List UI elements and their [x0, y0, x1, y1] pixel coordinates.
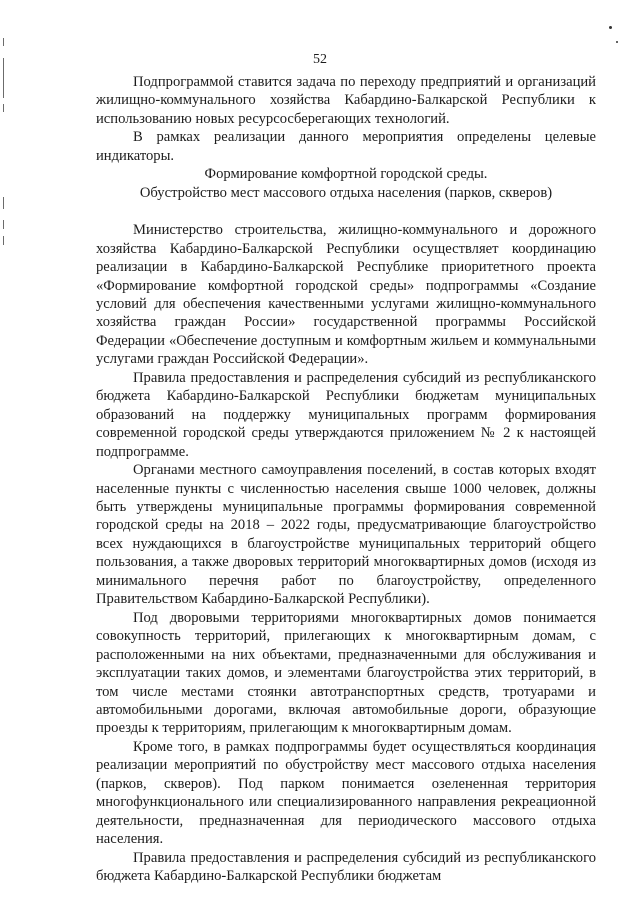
paragraph: Органами местного самоуправления поселений, в состав которых входят населенные пункты с численностью населения свыше 1000 человек, должны быть утверждены муниципальные программы формирования современной городской среды на 2018 – 2022 годы, предусматривающие благоустройство всех нуждающихся в благоустройстве муниципальных территорий общего пользования, а также дворовых территорий многоквартирных домов (исходя из минимального перечня работ по благоустройству, определенного Правительством Кабардино-Балкарской Республики).: [96, 462, 596, 608]
margin-binding-mark: [3, 236, 4, 245]
paragraph: Правила предоставления и распределения субсидий из республиканского бюджета Кабардино-Балкарской Республики бюджетам муниципальных образований на поддержку муниципальных программ формирования современной городской среды утверждаются приложением № 2 к настоящей подпрограмме.: [96, 369, 596, 460]
margin-binding-mark: [3, 197, 4, 209]
paragraph: Кроме того, в рамках подпрограммы будет осуществляться координация реализации мероприятий по обустройству мест массового отдыха населения (парков, скверов). Под парком понимается озелененная территория многофункционального или специализированного направления рекреационной деятельности, предназначенная для периодического массового отдыха населения.: [96, 738, 596, 848]
scan-speck: [609, 26, 612, 29]
document-body: [96, 73, 596, 885]
margin-binding-mark: [3, 104, 4, 112]
blank-line: [96, 202, 596, 221]
paragraph: В рамках реализации данного мероприятия определены целевые индикаторы.: [96, 129, 596, 164]
paragraph: Подпрограммой ставится задача по переходу предприятий и организаций жилищно-коммунального хозяйства Кабардино-Балкарской Республики к использованию новых ресурсосберегающих технологий.: [96, 74, 596, 127]
paragraph: Правила предоставления и распределения субсидий из республиканского бюджета Кабардино-Балкарской Республики бюджетам: [96, 849, 596, 885]
section-heading: Формирование комфортной городской среды.: [204, 166, 488, 183]
paragraph: Под дворовыми территориями многоквартирных домов понимается совокупность территорий, прилегающих к многоквартирным домам, с расположенными на них объектами, предназначенными для обслуживания и эксплуатации таких домов, и элементами благоустройства этих территорий, в том числе местами стоянки автотранспортных средств, тротуарами и автомобильными дорогами, включая автомобильные дороги, образующие проезды к территориям, прилегающим к многоквартирным домам.: [96, 609, 596, 737]
section-subheading: Обустройство мест массового отдыха населения (парков, скверов): [139, 184, 553, 201]
scan-speck: [616, 41, 618, 43]
page-number: 52: [313, 52, 327, 67]
margin-binding-mark: [3, 220, 4, 229]
paragraph: Министерство строительства, жилищно-коммунального и дорожного хозяйства Кабардино-Балкарской Республики осуществляет координацию реализации в Кабардино-Балкарской Республике приоритетного проекта «Формирование комфортной городской среды» подпрограммы «Создание условий для обеспечения качественными услугами жилищно-коммунального хозяйства граждан России» государственной программы Российской Федерации «Обеспечение доступным и комфортным жильем и коммунальными услугами граждан Российской Федерации».: [96, 222, 596, 368]
margin-binding-mark: [3, 38, 4, 46]
